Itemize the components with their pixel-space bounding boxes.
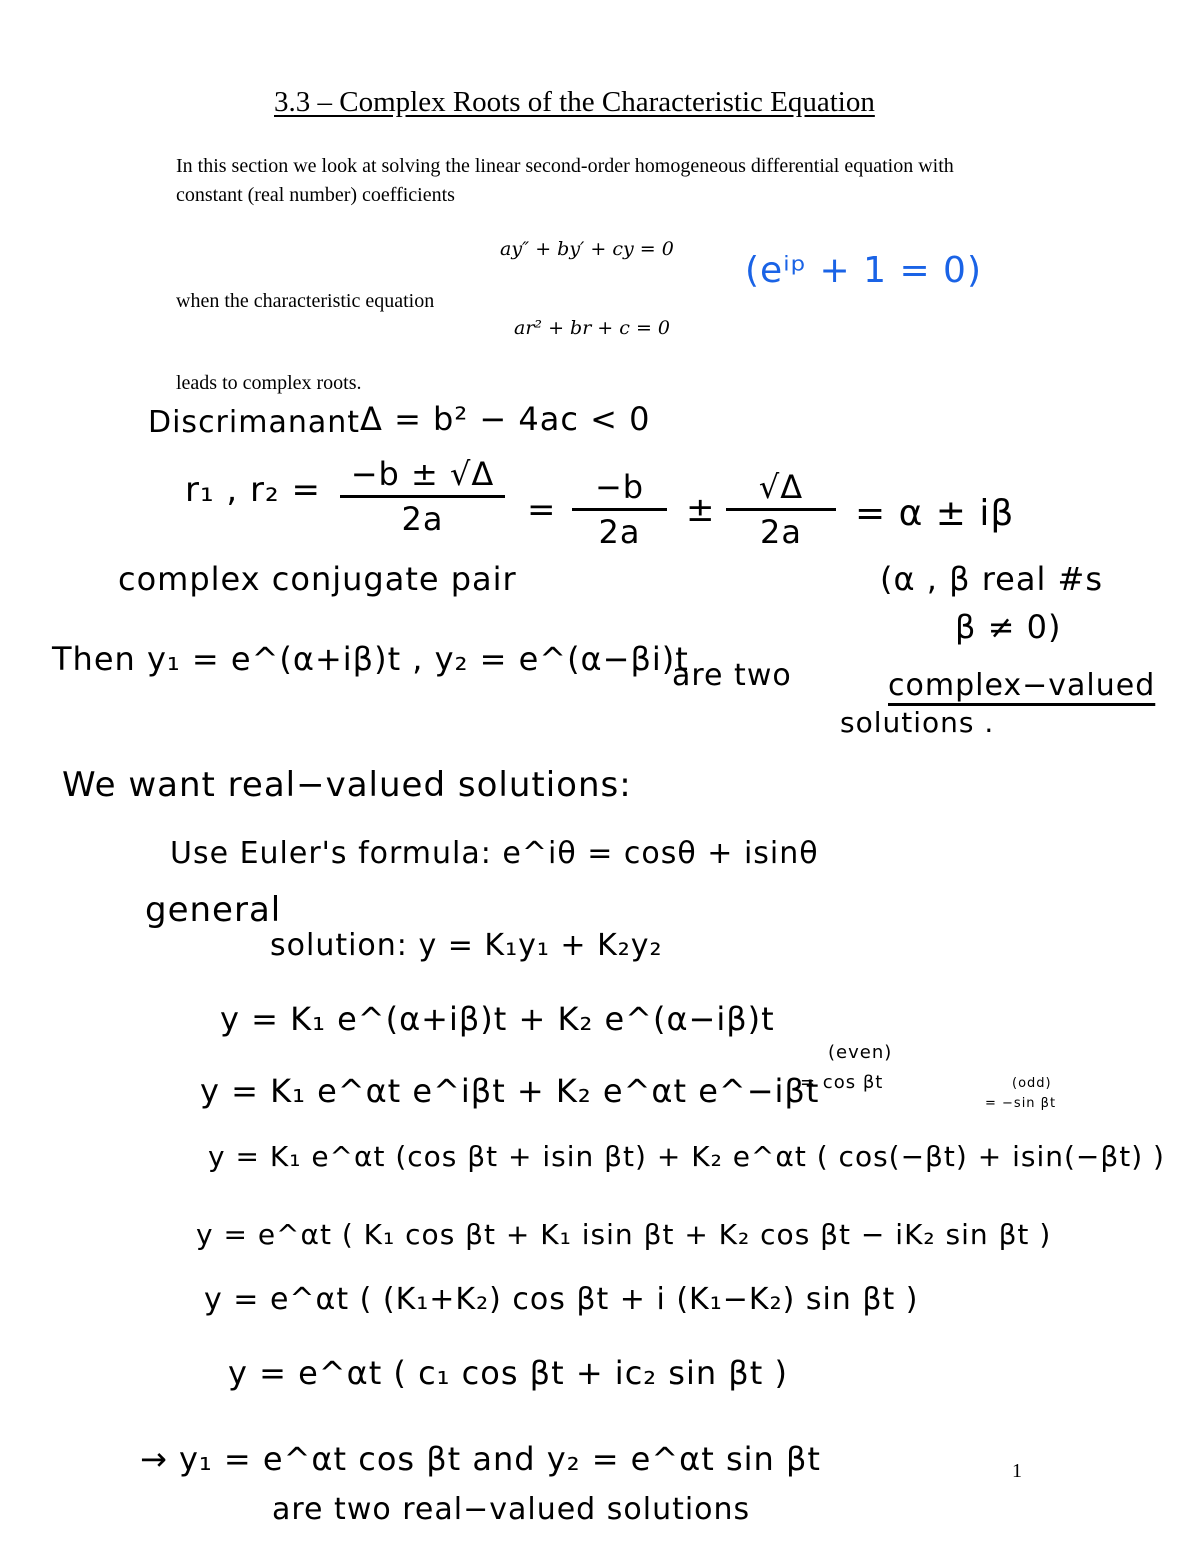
real-numbers-note: (α , β real #s xyxy=(880,560,1103,598)
roots-numerator-2: −b xyxy=(572,468,667,511)
final-result-line: → y₁ = e^αt cos βt and y₂ = e^αt sin βt xyxy=(140,1440,821,1478)
when-text: when the characteristic equation xyxy=(176,290,435,312)
derivation-step-6: y = e^αt ( c₁ cos βt + ic₂ sin βt ) xyxy=(228,1354,788,1392)
derivation-step-5: y = e^αt ( (K₁+K₂) cos βt + i (K₁−K₂) sin βt ) xyxy=(204,1282,919,1317)
plus-minus-sign: ± xyxy=(686,490,716,530)
negative-sin-note: = −sin βt xyxy=(985,1096,1057,1111)
solutions-text: solutions . xyxy=(840,706,995,739)
derivation-step-4: y = e^αt ( K₁ cos βt + K₁ isin βt + K₂ cos βt − iK₂ sin βt ) xyxy=(196,1218,1052,1251)
cos-note: = cos βt xyxy=(800,1072,884,1093)
differential-equation: ay″ + by′ + cy = 0 xyxy=(500,238,674,260)
page-title: 3.3 – Complex Roots of the Characteristic Equation xyxy=(274,86,875,118)
derivation-step-3: y = K₁ e^αt (cos βt + isin βt) + K₂ e^αt ( cos(−βt) + isin(−βt) ) xyxy=(208,1140,1165,1173)
roots-denominator-1: 2a xyxy=(401,500,444,538)
euler-identity-note: (eⁱᵖ + 1 = 0) xyxy=(745,250,982,291)
beta-nonzero-note: β ≠ 0) xyxy=(955,608,1062,646)
roots-fraction-1 xyxy=(340,455,505,538)
we-want-line: We want real−valued solutions: xyxy=(62,765,632,805)
discriminant-label: Discrimanant xyxy=(148,405,361,440)
roots-numerator-3: √Δ xyxy=(726,468,836,511)
leads-text: leads to complex roots. xyxy=(176,372,362,394)
equals-sign: = xyxy=(527,490,557,530)
roots-result: = α ± iβ xyxy=(855,493,1015,534)
conjugate-pair-note: complex conjugate pair xyxy=(118,560,517,598)
final-result-line-2: are two real−valued solutions xyxy=(272,1492,751,1527)
roots-fraction-2 xyxy=(572,468,667,551)
are-two-text: are two xyxy=(672,658,792,693)
discriminant-expression: Δ = b² − 4ac < 0 xyxy=(360,400,651,438)
general-label: general xyxy=(145,890,282,930)
derivation-step-2: y = K₁ e^αt e^iβt + K₂ e^αt e^−iβt xyxy=(200,1072,820,1110)
roots-denominator-3: 2a xyxy=(760,513,802,551)
page-number: 1 xyxy=(1012,1460,1022,1482)
characteristic-equation: ar² + br + c = 0 xyxy=(514,317,670,339)
roots-lhs: r₁ , r₂ = xyxy=(185,470,321,510)
complex-valued-text: complex−valued xyxy=(888,668,1156,703)
even-note: (even) xyxy=(828,1042,893,1063)
intro-paragraph: In this section we look at solving the linear second-order homogeneous differential equation with constant (real number) coefficients xyxy=(176,155,954,206)
odd-note: (odd) xyxy=(1012,1076,1052,1091)
use-euler-line: Use Euler's formula: e^iθ = cosθ + isinθ xyxy=(170,836,819,871)
general-solution-line: solution: y = K₁y₁ + K₂y₂ xyxy=(270,928,663,963)
roots-numerator-1: −b ± √Δ xyxy=(340,455,505,498)
roots-fraction-3 xyxy=(726,468,836,551)
derivation-step-1: y = K₁ e^(α+iβ)t + K₂ e^(α−iβ)t xyxy=(220,1000,775,1038)
roots-denominator-2: 2a xyxy=(598,513,641,551)
then-line: Then y₁ = e^(α+iβ)t , y₂ = e^(α−βi)t xyxy=(52,640,689,678)
